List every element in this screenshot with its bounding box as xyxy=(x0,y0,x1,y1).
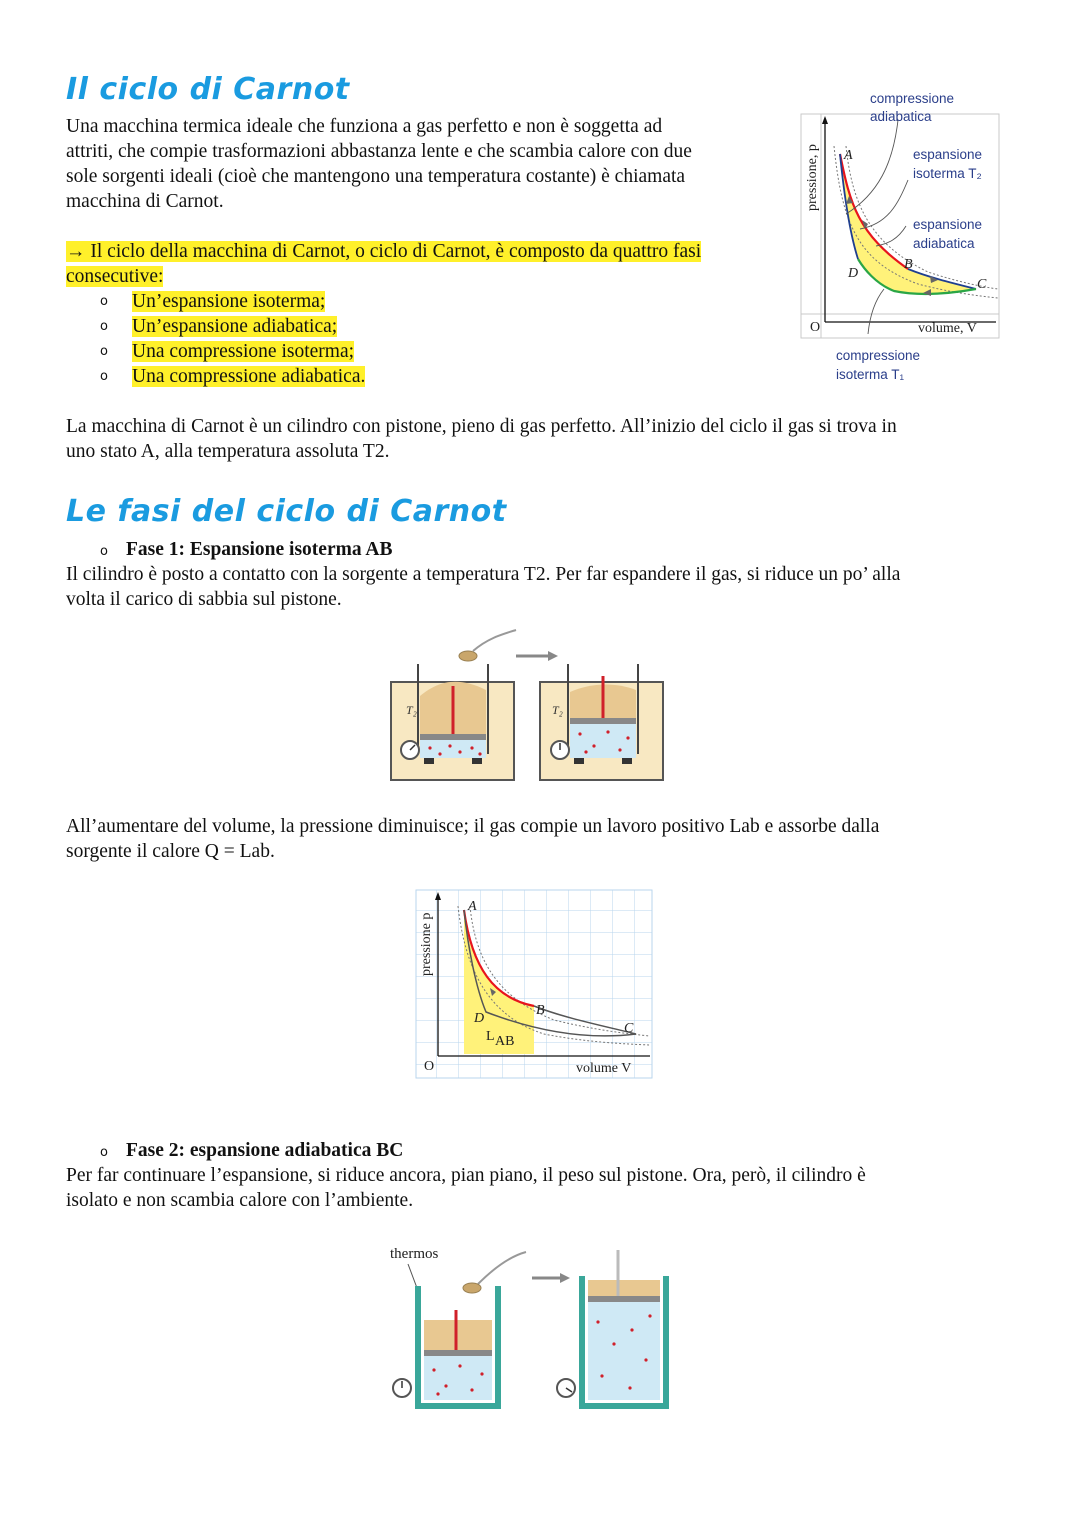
bath-temp-label: T₂ xyxy=(406,703,417,717)
point-d-label: D xyxy=(848,266,859,281)
label-espansione-isoterma: espansione xyxy=(913,147,983,162)
phase1-after-line: All’aumentare del volume, la pressione diminuisce; il gas compie un lavoro positivo Lab e assorbe dalla xyxy=(66,816,880,837)
phase1-line: Il cilindro è posto a contatto con la sorgente a temperatura T2. Per far espandere il gas, si riduce un po’ alla xyxy=(66,564,901,585)
list-item: o Un’espansione isoterma; xyxy=(100,291,326,312)
bullet-icon: o xyxy=(100,369,108,384)
label-compressione-isoterma: isoterma T₁ xyxy=(836,367,905,382)
highlight-line: → Il ciclo della macchina di Carnot, o ciclo di Carnot, è composto da quattro fasi xyxy=(66,241,702,262)
bullet-icon: o xyxy=(100,319,108,334)
intro-line: attriti, che compie trasformazioni abbastanza lente e che scambia calore con due xyxy=(66,141,692,162)
section-title-carnot: Il ciclo di Carnot xyxy=(66,72,350,107)
phase2-heading: o Fase 2: espansione adiabatica BC xyxy=(100,1140,404,1161)
point-c-label: C xyxy=(624,1021,634,1036)
phase1-after-text xyxy=(66,814,1016,864)
phase2-text xyxy=(66,1163,1016,1213)
point-d-label: D xyxy=(474,1011,485,1026)
label-compressione-adiabatica: adiabatica xyxy=(870,109,932,124)
intro-line: macchina di Carnot. xyxy=(66,191,224,212)
description-line: La macchina di Carnot è un cilindro con pistone, pieno di gas perfetto. All’inizio del ciclo il gas si trova in xyxy=(66,416,897,437)
phase1-line: volta il carico di sabbia sul pistone. xyxy=(66,589,342,610)
highlighted-statement xyxy=(66,239,786,289)
label-espansione-isoterma: isoterma T₂ xyxy=(913,166,982,181)
label-espansione-adiabatica: adiabatica xyxy=(913,236,975,251)
point-b-label: B xyxy=(904,257,913,272)
origin-label: O xyxy=(810,320,821,335)
work-label: L xyxy=(486,1029,495,1044)
label-compressione-adiabatica: compressione xyxy=(870,91,955,106)
phases-list xyxy=(66,289,786,389)
y-axis-label: pressione, p xyxy=(805,144,820,211)
label-compressione-isoterma: compressione xyxy=(836,348,921,363)
y-axis-label: pressione p xyxy=(419,912,434,976)
phase1-cylinders-illustration xyxy=(388,626,678,786)
phase1-heading: o Fase 1: Espansione isoterma AB xyxy=(100,539,393,560)
thermos-label: thermos xyxy=(390,1246,439,1262)
point-b-label: B xyxy=(536,1003,545,1018)
phase2-line: Per far continuare l’espansione, si riduce ancora, pian piano, il peso sul pistone. Ora, però, il cilindro è xyxy=(66,1165,866,1186)
origin-label: O xyxy=(424,1059,435,1074)
section-title-phases: Le fasi del ciclo di Carnot xyxy=(66,494,507,529)
point-c-label: C xyxy=(977,277,987,292)
pv-graph-ab xyxy=(414,888,656,1082)
highlight-line: consecutive: xyxy=(66,266,164,287)
bullet-icon: o xyxy=(100,294,108,309)
point-a-label: A xyxy=(468,899,477,914)
list-item: o Una compressione adiabatica. xyxy=(100,366,366,387)
description-paragraph xyxy=(66,414,1016,464)
bullet-icon: o xyxy=(100,1145,108,1160)
description-line: uno stato A, alla temperatura assoluta T2. xyxy=(66,441,390,462)
phase1-after-line: sorgente il calore Q = Lab. xyxy=(66,841,275,862)
intro-line: sole sorgenti ideali (cioè che mantengono una temperatura costante) è chiamata xyxy=(66,166,686,187)
label-espansione-adiabatica: espansione xyxy=(913,217,983,232)
x-axis-label: volume, V xyxy=(918,321,977,336)
point-a-label: A xyxy=(844,148,853,163)
bullet-icon: o xyxy=(100,344,108,359)
bullet-icon: o xyxy=(100,544,108,559)
intro-paragraph xyxy=(66,114,786,214)
work-subscript: AB xyxy=(495,1034,515,1049)
phase1-text xyxy=(66,562,1016,612)
x-axis-label: volume V xyxy=(576,1061,632,1076)
phase2-thermos-illustration xyxy=(386,1240,676,1412)
list-item: o Una compressione isoterma; xyxy=(100,341,355,362)
bath-temp-label: T₂ xyxy=(552,703,563,717)
phase2-line: isolato e non scambia calore con l’ambiente. xyxy=(66,1190,414,1211)
carnot-cycle-diagram xyxy=(798,84,1010,388)
intro-line: Una macchina termica ideale che funziona a gas perfetto e non è soggetta ad xyxy=(66,116,663,137)
list-item: o Un’espansione adiabatica; xyxy=(100,316,338,337)
